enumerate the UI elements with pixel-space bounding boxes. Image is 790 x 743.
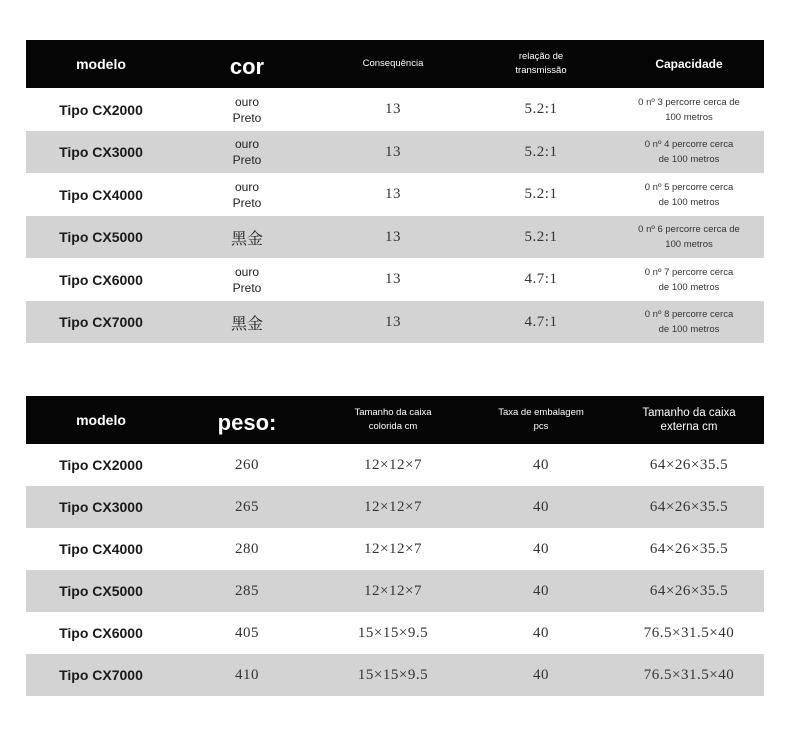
cell-color-box-size: 15×15×9.5 [318, 654, 468, 696]
header-packing-rate [468, 396, 614, 444]
header-color-box-size [318, 396, 468, 444]
header-color-box-line2: colorida cm [368, 421, 418, 432]
header-outer-box-line1: Tamanho da caixa [642, 407, 736, 419]
header-outer-box-line2: externa cm [660, 421, 718, 433]
table-row [26, 216, 764, 258]
cell-packing-rate: 40 [468, 570, 614, 612]
cell-color-line2: Preto [232, 195, 262, 210]
cell-packing-rate: 40 [468, 486, 614, 528]
cell-consequence: 13 [318, 173, 468, 216]
cell-capacity-line2: 100 metros [665, 111, 713, 123]
cell-color-box-size: 12×12×7 [318, 570, 468, 612]
cell-capacity [614, 216, 764, 258]
header-model: modelo [26, 396, 176, 444]
header-packing-line2: pcs [533, 421, 549, 432]
cell-outer-box-size: 64×26×35.5 [614, 444, 764, 486]
cell-gear-ratio: 5.2:1 [468, 216, 614, 258]
table-row [26, 258, 764, 301]
cell-model: Tipo CX5000 [26, 216, 176, 258]
cell-capacity-line1: 0 nº 8 percorre cerca [644, 309, 734, 320]
cell-capacity-line1: 0 nº 4 percorre cerca [644, 139, 734, 150]
cell-consequence: 13 [318, 301, 468, 343]
table-row [26, 612, 764, 654]
cell-model: Tipo CX3000 [26, 486, 176, 528]
table-row [26, 444, 764, 486]
cell-consequence: 13 [318, 88, 468, 131]
cell-capacity-line2: de 100 metros [658, 281, 720, 293]
cell-color: 黑金 [176, 216, 318, 258]
cell-model: Tipo CX6000 [26, 612, 176, 654]
cell-capacity-line1: 0 nº 6 percorre cerca de [638, 224, 740, 235]
cell-capacity [614, 301, 764, 343]
cell-color-box-size: 15×15×9.5 [318, 612, 468, 654]
cell-weight: 280 [176, 528, 318, 570]
header-gear-ratio-line2: transmissão [515, 65, 567, 76]
cell-consequence: 13 [318, 216, 468, 258]
header-consequence: Consequência [318, 40, 468, 88]
header-row [26, 396, 764, 444]
cell-color-line1: ouro [234, 179, 260, 194]
cell-color [176, 258, 318, 301]
cell-outer-box-size: 64×26×35.5 [614, 486, 764, 528]
header-model: modelo [26, 40, 176, 88]
table-row [26, 173, 764, 216]
cell-weight: 260 [176, 444, 318, 486]
cell-color-line1: ouro [234, 264, 260, 279]
cell-gear-ratio: 5.2:1 [468, 131, 614, 173]
cell-consequence: 13 [318, 131, 468, 173]
table-row [26, 301, 764, 343]
header-packing-line1: Taxa de embalagem [498, 407, 584, 418]
cell-model: Tipo CX3000 [26, 131, 176, 173]
cell-weight: 410 [176, 654, 318, 696]
cell-capacity-line1: 0 nº 5 percorre cerca [644, 181, 734, 193]
cell-model: Tipo CX4000 [26, 173, 176, 216]
cell-color [176, 131, 318, 173]
cell-capacity [614, 88, 764, 131]
cell-gear-ratio: 4.7:1 [468, 301, 614, 343]
cell-model: Tipo CX4000 [26, 528, 176, 570]
cell-model: Tipo CX7000 [26, 301, 176, 343]
header-color: cor [176, 40, 318, 88]
header-color-box-line1: Tamanho da caixa [354, 407, 432, 418]
cell-color [176, 88, 318, 131]
cell-capacity-line1: 0 nº 7 percorre cerca [644, 266, 734, 278]
cell-weight: 405 [176, 612, 318, 654]
header-outer-box-size [614, 396, 764, 444]
cell-color-box-size: 12×12×7 [318, 528, 468, 570]
cell-color-line2: Preto [232, 110, 262, 125]
cell-outer-box-size: 64×26×35.5 [614, 528, 764, 570]
cell-color [176, 173, 318, 216]
cell-capacity-line2: de 100 metros [658, 324, 720, 335]
cell-color: 黑金 [176, 301, 318, 343]
cell-weight: 285 [176, 570, 318, 612]
table-row [26, 654, 764, 696]
table-header [26, 40, 764, 88]
cell-outer-box-size: 76.5×31.5×40 [614, 612, 764, 654]
table-body [26, 444, 764, 696]
table-row [26, 131, 764, 173]
table-row [26, 486, 764, 528]
cell-model: Tipo CX2000 [26, 88, 176, 131]
cell-color-line2: Preto [232, 280, 262, 295]
table-row [26, 88, 764, 131]
cell-capacity [614, 258, 764, 301]
cell-model: Tipo CX7000 [26, 654, 176, 696]
cell-color-line1: ouro [234, 94, 260, 109]
cell-packing-rate: 40 [468, 528, 614, 570]
header-gear-ratio-line1: relação de [518, 51, 564, 62]
cell-capacity-line2: 100 metros [665, 239, 713, 250]
cell-model: Tipo CX5000 [26, 570, 176, 612]
cell-gear-ratio: 5.2:1 [468, 88, 614, 131]
spec-table-performance [26, 40, 764, 343]
cell-color-line2: Preto [232, 153, 262, 167]
header-gear-ratio [468, 40, 614, 88]
table-header [26, 396, 764, 444]
cell-capacity-line2: de 100 metros [658, 154, 720, 165]
cell-capacity-line2: de 100 metros [658, 196, 720, 208]
header-row [26, 40, 764, 88]
cell-model: Tipo CX2000 [26, 444, 176, 486]
cell-gear-ratio: 4.7:1 [468, 258, 614, 301]
cell-outer-box-size: 76.5×31.5×40 [614, 654, 764, 696]
cell-color-box-size: 12×12×7 [318, 444, 468, 486]
cell-model: Tipo CX6000 [26, 258, 176, 301]
cell-capacity-line1: 0 nº 3 percorre cerca de [638, 96, 740, 108]
cell-capacity [614, 131, 764, 173]
cell-weight: 265 [176, 486, 318, 528]
spec-table-packaging [26, 396, 764, 696]
header-capacity: Capacidade [614, 40, 764, 88]
cell-packing-rate: 40 [468, 444, 614, 486]
cell-capacity [614, 173, 764, 216]
table-row [26, 528, 764, 570]
table-body [26, 88, 764, 343]
cell-color-line1: ouro [234, 137, 260, 151]
cell-outer-box-size: 64×26×35.5 [614, 570, 764, 612]
header-weight: peso: [176, 396, 318, 444]
cell-consequence: 13 [318, 258, 468, 301]
cell-color-box-size: 12×12×7 [318, 486, 468, 528]
cell-packing-rate: 40 [468, 612, 614, 654]
cell-gear-ratio: 5.2:1 [468, 173, 614, 216]
cell-packing-rate: 40 [468, 654, 614, 696]
table-row [26, 570, 764, 612]
